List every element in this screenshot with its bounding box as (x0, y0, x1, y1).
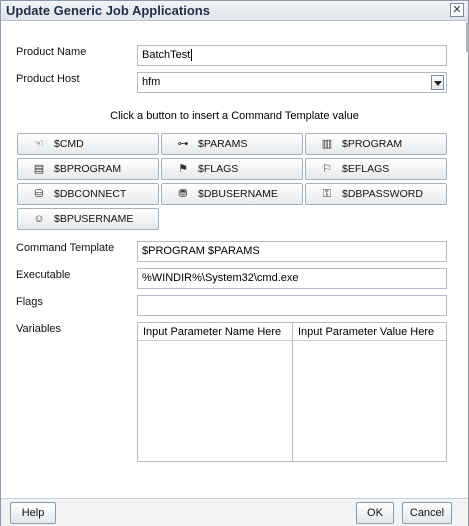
insert-flags-label: $FLAGS (198, 163, 239, 175)
eflags-icon: ⚐ (322, 163, 332, 175)
chevron-down-icon[interactable] (431, 75, 444, 90)
insert-params-button[interactable] (161, 133, 303, 155)
bp-user-icon: ☺ (33, 213, 45, 225)
close-icon[interactable]: ✕ (450, 3, 464, 17)
column-header-name[interactable]: Input Parameter Name Here (143, 326, 282, 338)
insert-flags-button[interactable] (161, 158, 303, 180)
product-name-input[interactable] (137, 45, 447, 66)
bprogram-icon: ▤ (33, 163, 45, 175)
insert-program-button[interactable] (305, 133, 447, 155)
command-template-input[interactable] (137, 241, 447, 262)
insert-dbusername-label: $DBUSERNAME (198, 188, 278, 200)
insert-dbusername-button[interactable] (161, 183, 303, 205)
dialog-title: Update Generic Job Applications (6, 3, 210, 18)
text-caret (191, 49, 192, 61)
help-button[interactable]: Help (10, 502, 56, 524)
flags-label: Flags (16, 296, 43, 308)
db-password-icon: ⚿ (322, 188, 332, 200)
product-host-label: Product Host (16, 73, 80, 85)
product-name-label: Product Name (16, 46, 87, 58)
flags-input[interactable] (137, 295, 447, 316)
dialog-footer (1, 498, 468, 526)
ok-button[interactable]: OK (356, 502, 394, 524)
insert-params-label: $PARAMS (198, 138, 248, 150)
executable-label: Executable (16, 269, 71, 281)
executable-value: %WINDIR%\System32\cmd.exe (142, 272, 299, 284)
insert-cmd-label: $CMD (54, 138, 84, 150)
tree-params-icon: ⊶ (177, 138, 189, 150)
hand-pointer-icon: ☜ (34, 138, 44, 150)
program-icon: ▥ (321, 138, 333, 150)
insert-dbpassword-button[interactable] (305, 183, 447, 205)
product-name-value: BatchTest (142, 49, 191, 61)
insert-bprogram-button[interactable] (17, 158, 159, 180)
product-host-select[interactable] (137, 72, 447, 93)
command-template-value: $PROGRAM $PARAMS (142, 245, 260, 257)
command-template-hint: Click a button to insert a Command Template value (110, 110, 359, 122)
insert-dbconnect-button[interactable] (17, 183, 159, 205)
column-divider (292, 323, 293, 461)
insert-eflags-label: $EFLAGS (342, 163, 390, 175)
insert-dbpassword-label: $DBPASSWORD (342, 188, 423, 200)
cancel-button[interactable]: Cancel (402, 502, 452, 524)
product-host-value: hfm (142, 76, 161, 88)
dialog-titlebar[interactable] (1, 1, 468, 21)
insert-bprogram-label: $BPROGRAM (54, 163, 122, 175)
variables-table[interactable] (137, 322, 447, 462)
insert-eflags-button[interactable] (305, 158, 447, 180)
insert-bpusername-label: $BPUSERNAME (54, 213, 134, 225)
variables-label: Variables (16, 323, 62, 335)
insert-cmd-button[interactable] (17, 133, 159, 155)
column-header-value[interactable]: Input Parameter Value Here (298, 326, 435, 338)
insert-bpusername-button[interactable] (17, 208, 159, 230)
insert-program-label: $PROGRAM (342, 138, 403, 150)
db-user-icon: ⛃ (178, 188, 188, 200)
insert-dbconnect-label: $DBCONNECT (54, 188, 127, 200)
command-template-label: Command Template (16, 242, 115, 254)
db-connect-icon: ⛁ (34, 188, 44, 200)
flags-icon: ⚑ (178, 163, 188, 175)
executable-input[interactable] (137, 268, 447, 289)
